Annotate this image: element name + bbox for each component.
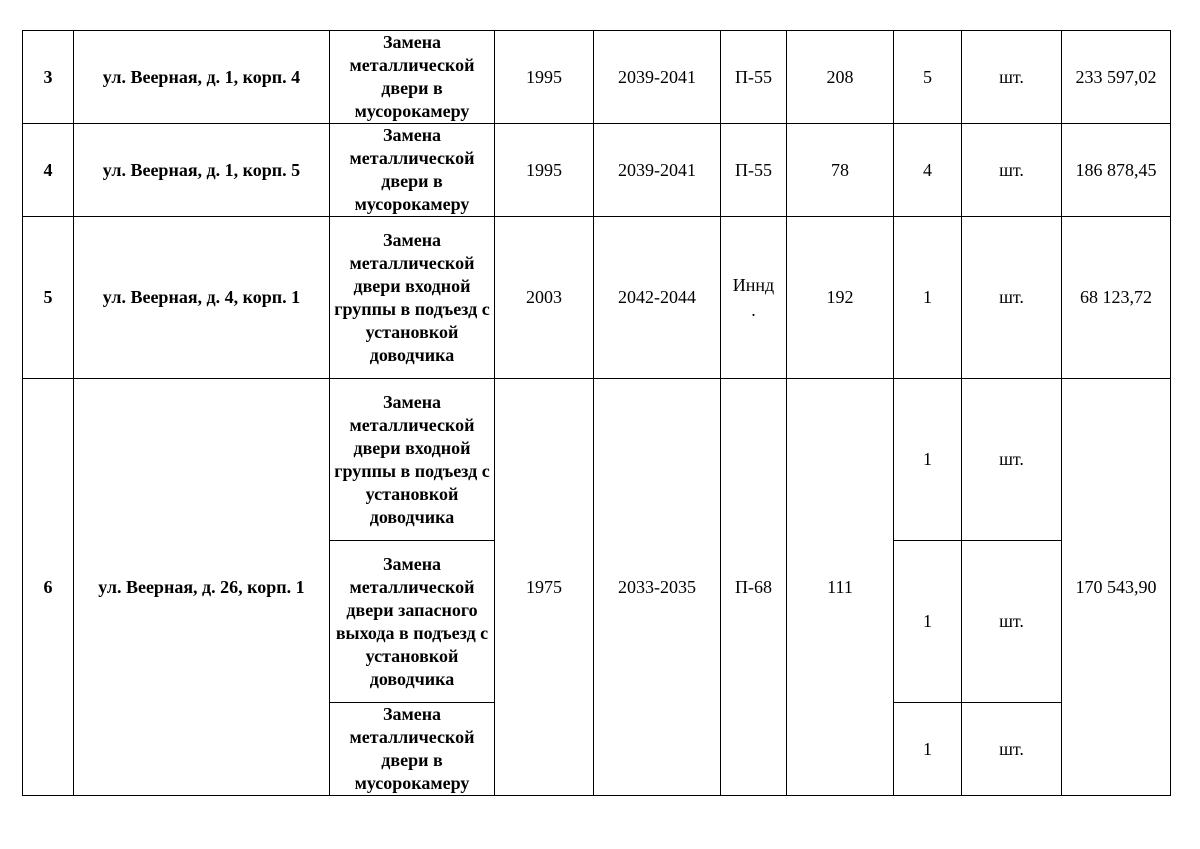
repair-program-table: [22, 30, 1171, 796]
work-description: Замена металлической двери входной группы в подъезд с установкой доводчика: [330, 217, 495, 379]
row-number: 3: [23, 31, 74, 124]
work-description: Замена металлической двери в мусорокамеру: [330, 31, 495, 124]
work-description: Замена металлической двери входной группы в подъезд с установкой доводчика: [330, 379, 495, 541]
table-row: [23, 31, 1171, 124]
quantity: 4: [894, 124, 962, 217]
apartments-count: 192: [787, 217, 894, 379]
repair-period: 2042-2044: [594, 217, 721, 379]
quantity: 5: [894, 31, 962, 124]
build-year: 1995: [495, 124, 594, 217]
building-series: П-55: [721, 31, 787, 124]
cost: 68 123,72: [1062, 217, 1171, 379]
building-series: П-55: [721, 124, 787, 217]
row-number: 6: [23, 379, 74, 796]
repair-period: 2039-2041: [594, 31, 721, 124]
building-series-tail: .: [751, 299, 756, 320]
unit: шт.: [962, 31, 1062, 124]
table-row: [23, 217, 1171, 379]
table-row: [23, 379, 1171, 541]
repair-period: 2039-2041: [594, 124, 721, 217]
work-description: Замена металлической двери в мусорокамеру: [330, 703, 495, 796]
quantity: 1: [894, 379, 962, 541]
work-description: Замена металлической двери в мусорокамеру: [330, 124, 495, 217]
building-series: П-68: [721, 379, 787, 796]
unit: шт.: [962, 541, 1062, 703]
row-number: 4: [23, 124, 74, 217]
build-year: 1995: [495, 31, 594, 124]
table-row: [23, 124, 1171, 217]
unit: шт.: [962, 703, 1062, 796]
quantity: 1: [894, 703, 962, 796]
repair-period: 2033-2035: [594, 379, 721, 796]
cost: 186 878,45: [1062, 124, 1171, 217]
quantity: 1: [894, 541, 962, 703]
row-number: 5: [23, 217, 74, 379]
quantity: 1: [894, 217, 962, 379]
cost: 233 597,02: [1062, 31, 1171, 124]
address-cell: ул. Веерная, д. 26, корп. 1: [74, 379, 330, 796]
apartments-count: 208: [787, 31, 894, 124]
cost: 170 543,90: [1062, 379, 1171, 796]
address-cell: ул. Веерная, д. 1, корп. 5: [74, 124, 330, 217]
unit: шт.: [962, 124, 1062, 217]
address-cell: ул. Веерная, д. 1, корп. 4: [74, 31, 330, 124]
unit: шт.: [962, 217, 1062, 379]
build-year: 2003: [495, 217, 594, 379]
address-cell: ул. Веерная, д. 4, корп. 1: [74, 217, 330, 379]
apartments-count: 111: [787, 379, 894, 796]
work-description: Замена металлической двери запасного выхода в подъезд с установкой доводчика: [330, 541, 495, 703]
apartments-count: 78: [787, 124, 894, 217]
build-year: 1975: [495, 379, 594, 796]
building-series-text: Иннд: [732, 274, 775, 295]
building-series: [721, 217, 787, 379]
unit: шт.: [962, 379, 1062, 541]
